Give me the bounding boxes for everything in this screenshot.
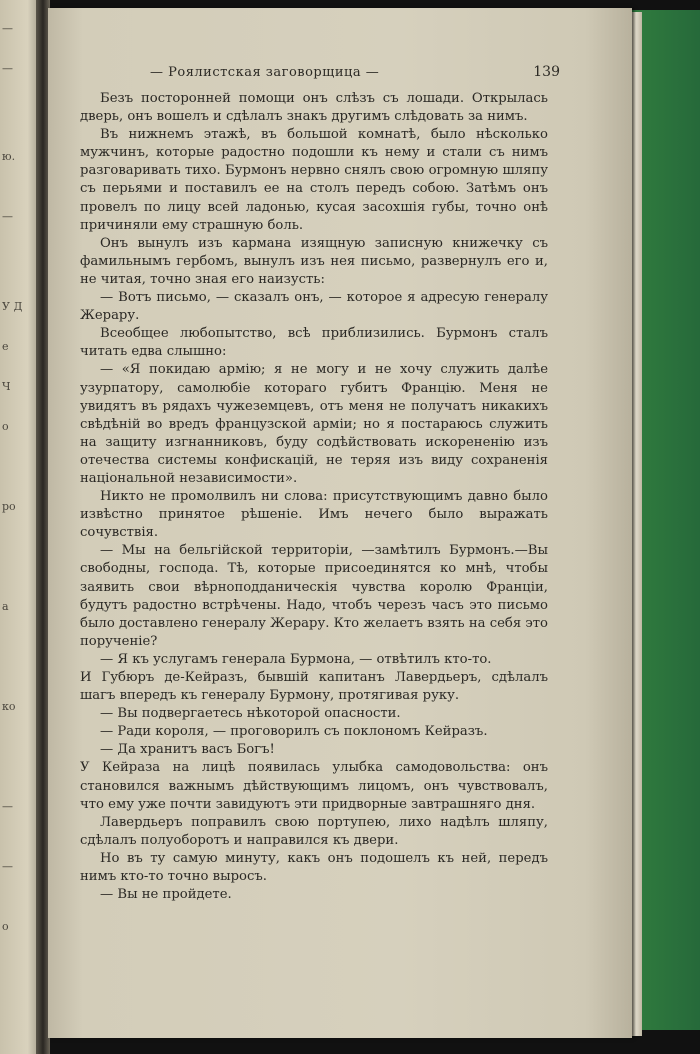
paragraph: Лавердьеръ поправилъ свою портупею, лихо надѣлъ шляпу, сдѣлалъ полуоборотъ и направился къ двери. xyxy=(80,814,548,848)
paragraph: У Кейраза на лицѣ появилась улыбка самодовольства: онъ становился важнымъ дѣйствующимъ лицомъ, онъ чувствовалъ, что ему уже почти завидуютъ эти придворные завтрашняго дня. xyxy=(80,760,548,812)
paragraph: И Губюръ де-Кейразъ, бывшій капитанъ Лавердьеръ, сдѣлалъ шагъ впередъ къ генералу Бурмону, протягивая руку. xyxy=(80,670,548,704)
paragraph: Всеобщее любопытство, всѣ приблизились. Бурмонъ сталъ читать едва слышно: xyxy=(80,326,548,360)
body-text xyxy=(80,90,548,904)
left-page-fragment: ю. xyxy=(2,150,16,163)
left-page-fragment: — xyxy=(2,210,13,223)
left-page-fragment: — xyxy=(2,62,13,75)
paragraph: — Вы не пройдете. xyxy=(100,887,232,903)
left-page-fragment: — xyxy=(2,22,13,35)
paragraph: — «Я покидаю армію; я не могу и не хочу служить далѣе узурпатору, самолюбіе котораго губитъ Францію. Меня не увидятъ въ рядахъ чужеземцевъ, отъ меня не получатъ никакихъ свѣдѣній во вредъ французской арміи; но я постараюсь служить на защиту изгнанниковъ, буду содѣйствовать искорененію изъ отечества системы конфискацій, не теряя изъ виду сохраненія національной независимости». xyxy=(80,362,548,486)
left-page-fragment: — xyxy=(2,800,13,813)
page-number: 139 xyxy=(533,64,560,80)
paragraph: — Да хранитъ васъ Богъ! xyxy=(100,742,275,758)
paragraph: — Вотъ письмо, — сказалъ онъ, — которое я адресую генералу Жерару. xyxy=(80,290,548,324)
running-title: — Роялистская заговорщица — xyxy=(150,65,380,80)
left-page-fragment: Ч xyxy=(2,380,11,393)
left-page-fragment: У Д xyxy=(2,300,23,313)
paragraph: Въ нижнемъ этажѣ, въ большой комнатѣ, было нѣсколько мужчинъ, которые радостно подошли къ нему и стали съ нимъ разговаривать тихо. Бурмонъ нервно снялъ свою огромную шляпу съ перьями и поставилъ ее на столъ передъ собою. Затѣмъ онъ провелъ по лицу всей ладонью, кусая засохшія губы, точно онѣ причиняли ему страшную боль. xyxy=(80,127,548,233)
running-header xyxy=(90,64,560,80)
paragraph: — Вы подвергаетесь нѣкоторой опасности. xyxy=(100,706,401,722)
left-page-fragment: ко xyxy=(2,700,16,713)
paragraph: — Ради короля, — проговорилъ съ поклономъ Кейразъ. xyxy=(100,724,488,740)
paragraph: — Мы на бельгійской территоріи, —замѣтилъ Бурмонъ.—Вы свободны, господа. Тѣ, которые присоединятся ко мнѣ, чтобы заявить свои вѣрноподданическія чувства королю Франціи, будутъ радостно встрѣчены. Надо, чтобъ черезъ часъ это письмо было доставлено генералу Жерару. Кто желаетъ взять на себя это порученіе? xyxy=(80,543,548,649)
page-edge xyxy=(632,12,642,1036)
paragraph: Онъ вынулъ изъ кармана изящную записную книжечку съ фамильнымъ гербомъ, вынулъ изъ нея письмо, развернулъ его и, не читая, точно зная его наизусть: xyxy=(80,235,548,287)
left-page-fragment: — xyxy=(2,860,13,873)
left-page-fragment: ро xyxy=(2,500,16,513)
paragraph: — Я къ услугамъ генерала Бурмона, — отвѣтилъ кто-то. xyxy=(100,651,492,667)
left-page-fragment: е xyxy=(2,340,9,353)
left-page-fragment: а xyxy=(2,600,9,613)
left-page-fragment: о xyxy=(2,420,9,433)
paragraph: Но въ ту самую минуту, какъ онъ подошелъ къ ней, передъ нимъ кто-то точно выросъ. xyxy=(80,850,548,885)
paragraph: Никто не промолвилъ ни слова: присутствующимъ давно было извѣстно принятое рѣшеніе. Имъ нечего было выражать сочувствія. xyxy=(80,489,548,541)
paragraph: Безъ посторонней помощи онъ слѣзъ съ лошади. Открылась дверь, онъ вошелъ и сдѣлалъ знакъ другимъ слѣдовать за нимъ. xyxy=(80,91,548,125)
left-page-fragment: о xyxy=(2,920,9,933)
